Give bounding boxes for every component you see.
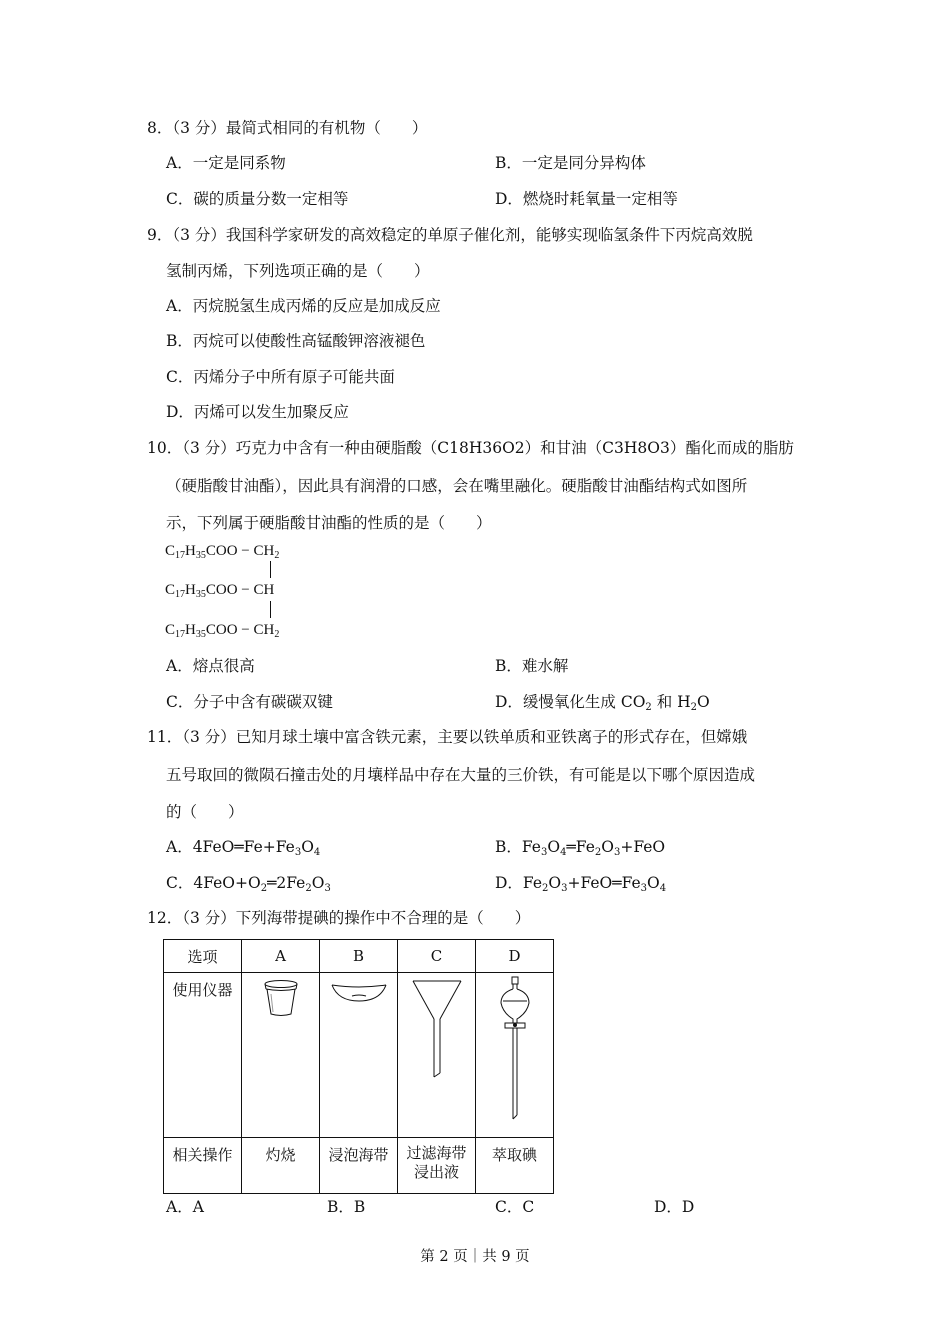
q8-option-c: C．碳的质量分数一定相等 (166, 190, 349, 208)
funnel-icon (407, 977, 467, 1083)
evaporating-dish-icon (328, 979, 390, 1007)
q12-stem: 12．（3 分）下列海带提碘的操作中不合理的是（ ） (147, 909, 531, 927)
table-col-a: A (242, 940, 320, 973)
crucible-icon (261, 978, 301, 1020)
q11-stem-line3: 的（ ） (166, 803, 244, 821)
table-cell-funnel (398, 973, 476, 1138)
operation-d: 萃取碘 (476, 1138, 554, 1194)
q10-stem-line3: 示，下列属于硬脂酸甘油酯的性质的是（ ） (166, 514, 492, 532)
q12-option-b: B．B (327, 1198, 366, 1216)
q10-option-c: C．分子中含有碳碳双键 (166, 693, 333, 711)
q9-option-a: A．丙烷脱氢生成丙烯的反应是加成反应 (166, 297, 441, 315)
q11-option-b: B．$Fe_3O_4═Fe_2O_3+FeO$ (495, 838, 666, 858)
q11-option-a: A．$4FeO═Fe+Fe_3O_4$ (166, 838, 321, 858)
table-header-operation: 相关操作 (164, 1138, 242, 1194)
q11-option-d: D．$Fe_2O_3+FeO═Fe_3O_4$ (495, 874, 667, 894)
table-col-c: C (398, 940, 476, 973)
separatory-funnel-icon (495, 975, 535, 1133)
q9-stem-line1: 9．（3 分）我国科学家研发的高效稳定的单原子催化剂，能够实现临氢条件下丙烷高效脱 (147, 226, 753, 244)
q9-stem-line2: 氢制丙烯，下列选项正确的是（ ） (166, 262, 430, 280)
structure-line-1: $C_{17}H_{35}COO - CH_2$ (165, 543, 280, 561)
structure-line-2: $C_{17}H_{35}COO$ − CH (165, 582, 275, 600)
table-col-d: D (476, 940, 554, 973)
page-footer: 第 2 页｜共 9 页 (420, 1249, 530, 1265)
operation-c: 过滤海带浸出液 (398, 1138, 476, 1194)
bond-line-2 (270, 601, 271, 618)
q10-stem-line2: （硬脂酸甘油酯），因此具有润滑的口感，会在嘴里融化。硬脂酸甘油酯结构式如图所 (166, 477, 748, 495)
bond-line-1 (270, 561, 271, 578)
q10-option-b: B．难水解 (495, 657, 569, 675)
structure-line-3: $C_{17}H_{35}COO - CH_2$ (165, 622, 280, 640)
table-header-instrument: 使用仪器 (164, 973, 242, 1138)
q10-option-d: D．缓慢氧化生成 $CO_2$ 和 $H_2O$ (495, 693, 710, 713)
q8-option-a: A．一定是同系物 (166, 154, 286, 172)
operation-b: 浸泡海带 (320, 1138, 398, 1194)
q10-stem-line1: 10．（3 分）巧克力中含有一种由硬脂酸（C18H36O2）和甘油（C3H8O3）酯化而成的脂肪 (147, 439, 794, 457)
q11-option-c: C．$4FeO+O_2═2Fe_2O_3$ (166, 874, 331, 894)
q12-option-d: D．D (654, 1198, 695, 1216)
table-cell-separatory-funnel (476, 973, 554, 1138)
q11-stem-line1: 11．（3 分）已知月球土壤中富含铁元素，主要以铁单质和亚铁离子的形式存在，但嫦娥 (147, 728, 748, 746)
q8-option-d: D．燃烧时耗氧量一定相等 (495, 190, 678, 208)
q8-option-b: B．一定是同分异构体 (495, 154, 646, 172)
q9-option-c: C．丙烯分子中所有原子可能共面 (166, 368, 395, 386)
table-cell-evaporating-dish (320, 973, 398, 1138)
q12-option-c: C．C (495, 1198, 535, 1216)
operation-a: 灼烧 (242, 1138, 320, 1194)
instrument-table (163, 939, 554, 1194)
q12-option-a: A．A (166, 1198, 204, 1216)
q11-stem-line2: 五号取回的微陨石撞击处的月壤样品中存在大量的三价铁，有可能是以下哪个原因造成 (166, 766, 756, 784)
q9-option-d: D．丙烯可以发生加聚反应 (166, 403, 349, 421)
q8-stem: 8．（3 分）最简式相同的有机物（ ） (147, 119, 428, 137)
table-col-b: B (320, 940, 398, 973)
table-header-option: 选项 (164, 940, 242, 973)
table-cell-crucible (242, 973, 320, 1138)
q9-option-b: B．丙烷可以使酸性高锰酸钾溶液褪色 (166, 332, 426, 350)
q10-option-a: A．熔点很高 (166, 657, 255, 675)
